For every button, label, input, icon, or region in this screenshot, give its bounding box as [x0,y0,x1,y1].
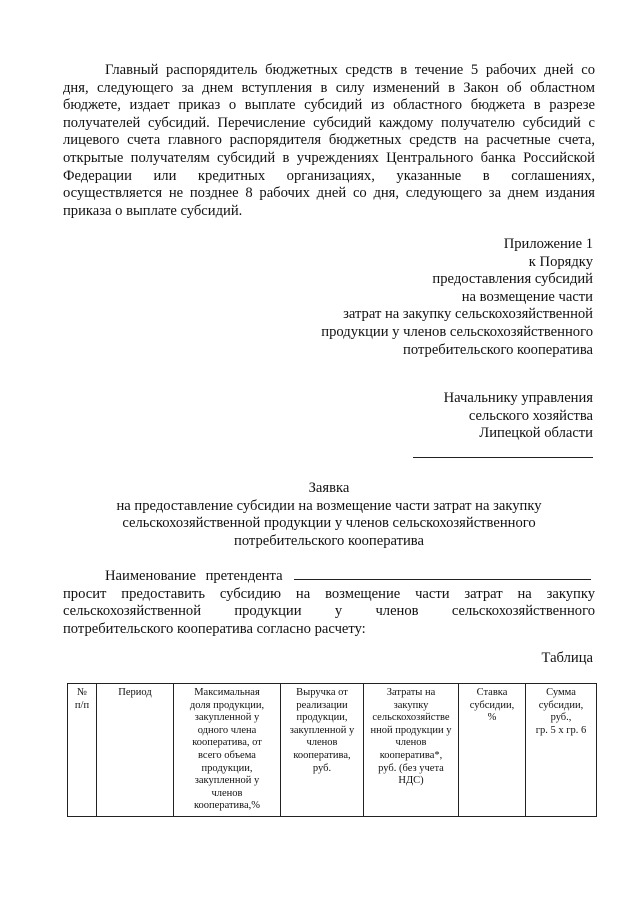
title-line: сельскохозяйственной продукции у членов сельскохозяйственного [122,515,536,532]
paragraph-line: получателей субсидий. Перечисление субсидий каждому получателю субсидий с [63,114,595,131]
paragraph-line: Главный распорядитель бюджетных средств в течение 5 рабочих дней со [105,62,595,78]
title-heading: Заявка [308,480,350,496]
appendix-line: продукции у членов сельскохозяйственного [321,323,593,340]
applicant-line: потребительского кооператива согласно расчету: [63,620,366,637]
col-rate-header: Ставка субсидии, % [459,684,526,817]
applicant-section [63,565,595,638]
col-max-share-header: Максимальная доля продукции, закупленной у одного члена кооператива, от всего объема продукции, закупленной у членов кооператива,% [174,684,281,817]
col-revenue-header: Выручка от реализации продукции, закупленной у членов кооператива, руб. [281,684,364,817]
applicant-name-field[interactable] [294,565,591,580]
title-line: потребительского кооператива [234,532,424,549]
paragraph-line: бюджете, издает приказ о выплате субсидий из областного бюджета в разрезе [63,97,595,114]
appendix-line: Приложение 1 [503,236,593,252]
paragraph-line: Федерации или кредитных организациях, указанные в соглашениях, [63,167,595,184]
paragraph-line: дня, следующего за днем вступления в силу изменений в Закон об областном [63,79,595,96]
applicant-line: просит предоставить субсидию на возмещение части затрат на закупку [63,585,595,602]
addressee-block [413,390,593,463]
appendix-line: предоставления субсидий [432,271,593,288]
applicant-line: сельскохозяйственной продукции у членов сельскохозяйственного [63,603,595,620]
application-title [63,480,595,550]
addressee-signature-line[interactable] [413,443,593,458]
main-paragraph [63,62,595,220]
addressee-line: сельского хозяйства [468,407,593,424]
addressee-line: Липецкой области [479,425,593,442]
appendix-block [321,236,593,359]
paragraph-line: осуществляется не позднее 8 рабочих дней со дня, следующего за днем издания [63,185,595,202]
appendix-line: потребительского кооператива [403,341,593,358]
paragraph-line: открытые получателям субсидий в учреждениях Центрального банка Российской [63,149,595,166]
subsidy-table [67,683,597,817]
paragraph-line: приказа о выплате субсидий. [63,202,243,219]
col-costs-header: Затраты на закупку сельскохозяйстве нной продукции у членов кооператива*, руб. (без учета НДС) [364,684,459,817]
table-header-row [68,684,597,817]
paragraph-line: лицевого счета главного распорядителя бюджетных средств на расчетные счета, [63,132,595,149]
appendix-line: на возмещение части [461,288,593,305]
col-period-header: Период [97,684,174,817]
title-line: на предоставление субсидии на возмещение части затрат на закупку [116,497,542,514]
col-number-header: № п/п [68,684,97,817]
appendix-line: затрат на закупку сельскохозяйственной [343,306,593,323]
appendix-line: к Порядку [528,253,593,270]
table-caption: Таблица [541,650,593,666]
addressee-line: Начальнику управления [443,390,593,406]
applicant-label: Наименование претендента [105,568,283,584]
col-amount-header: Сумма субсидии, руб., гр. 5 х гр. 6 [526,684,597,817]
